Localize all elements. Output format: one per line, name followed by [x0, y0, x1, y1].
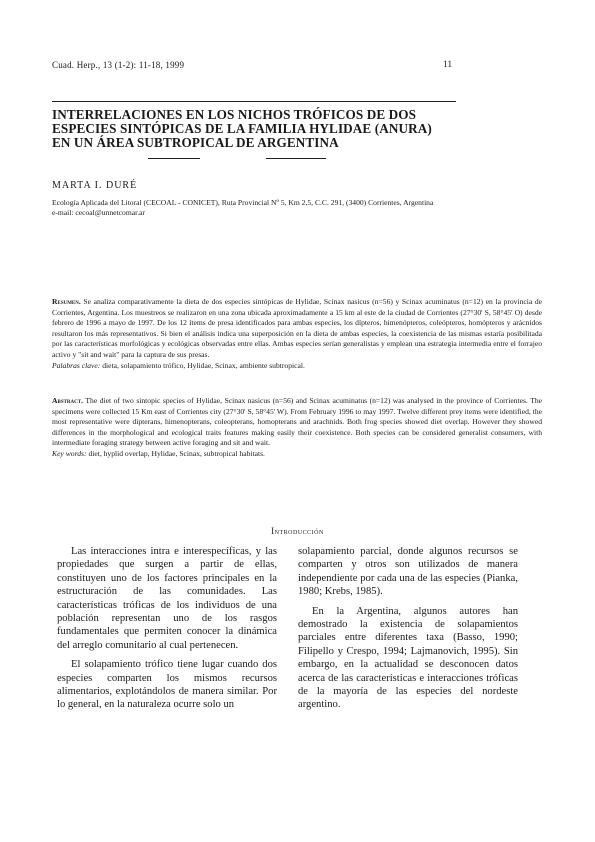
resumen-label: Resumen. [52, 297, 81, 306]
body-paragraph: El solapamiento trófico tiene lugar cuando dos especies comparten los mismos recursos alimentarios, explotándolos de manera similar. Por lo general, en la naturaleza ocurre solo un [57, 659, 277, 711]
resumen-text: Se analiza comparativamente la dieta de dos especies sintópicas de Hylidae, Scinax nasicus (n=56) y Scinax acuminatus (n=12) en la provincia de Corrientes, Argentina. Los muestreos se realizaron en una zona ubicada aproximadamente a 15 km al este de la ciudad de Corrientes (27°30' S, 58°45' O) desde febrero de 1996 a mayo de 1997. De los 12 ítems de presa identificados para ambas especies, los dípteros, himenópteros, coleópteros, homópteros y arácnidos resultaron los más representativos. Si bien el análisis indica una superposición en la dieta de ambas especies, la coexistencia de las mismas estaría posibilitada por las características morfológicas y ecológicas observadas entre ellas. Ambas especies serían generalistas y emplean una estrategia intermedia entre el forrajeo activo y "sit and wait" para la captura de sus presas. [52, 297, 542, 359]
abstract-block [52, 396, 542, 460]
title-underline-1 [148, 158, 200, 159]
affiliation-line-1: Ecología Aplicada del Litoral (CECOAL - CONICET), Ruta Provincial Nº 5, Km 2,5, C.C. 291, (3400) Corrientes, Argentina [52, 198, 434, 207]
body-column-left [57, 545, 277, 718]
resumen-block [52, 297, 542, 371]
body-paragraph: Las interacciones intra e interespecíficas, y las propiedades que surgen a partir de ellas, constituyen uno de los factores principales en la estructuración de las comunidades. Las características tróficas de los individuos de una población representan uno de los rasgos fundamentales que permiten conocer la dinámica del arreglo comunitario al cual pertenecen. [57, 546, 277, 651]
abstract-text: The diet of two sintopic species of Hylidae, Scinax nasicus (n=56) and Scinax acuminatus (n=12) was analysed in the province of Corrientes. The specimens were collected 15 Km east of Corrientes city (27°30' S, 58°45' W). From February 1996 to may 1997. Twelve different prey items were identified, the most representative were dipterans, himenopterans, coleopterans, homopterans and arachnids. Both frog species showed diet overlap. However they showed differences in the morphological and ecological traits features making easily their coexistence. Both species can be considered generalist consumers, with intermediate foraging strategy between active foraging and sit and wait. [52, 396, 542, 448]
body-paragraph: solapamiento parcial, donde algunos recursos se comparten y otros son utilizados de manera independiente por cada una de las especies (Pianka, 1980; Krebs, 1985). [298, 546, 518, 598]
abstract-label: Abstract. [52, 396, 84, 405]
article-title [52, 108, 522, 150]
title-line-3: EN UN ÁREA SUBTROPICAL DE ARGENTINA [52, 135, 339, 150]
title-line-1: INTERRELACIONES EN LOS NICHOS TRÓFICOS DE DOS [52, 107, 417, 122]
affiliation-email: e-mail: cecoal@unnetcomar.ar [52, 208, 146, 217]
resumen-keywords-label: Palabras clave: [52, 360, 101, 370]
journal-citation: Cuad. Herp., 13 (1-2): 11-18, 1999 [52, 60, 185, 70]
section-heading: Introducción [271, 526, 324, 536]
author-affiliation [52, 198, 542, 218]
body-paragraph: En la Argentina, algunos autores han demostrado la existencia de solapamientos parciales entre diferentes taxa (Basso, 1990; Filipello y Crespo, 1994; Lajmanovich, 1995). Sin embargo, en la actualidad se desconocen datos acerca de las características e interacciones tróficas de la mayoría de las especies del nordeste argentino. [298, 605, 518, 711]
title-underline-2 [266, 158, 326, 159]
title-top-rule [52, 101, 456, 102]
abstract-keywords: diet, hyplid overlap, Hylidae, Scinax, subtropical habitats. [88, 448, 265, 458]
abstract-keywords-label: Key words: [52, 448, 87, 458]
body-column-right [298, 545, 518, 718]
author-name: MARTA I. DURÉ [52, 180, 138, 191]
page-number: 11 [443, 60, 453, 70]
title-line-2: ESPECIES SINTÓPICAS DE LA FAMILIA HYLIDAE (ANURA) [52, 121, 432, 136]
resumen-keywords: dieta, solapamiento trófico, Hylidae, Scinax, ambiente subtropical. [102, 360, 305, 370]
